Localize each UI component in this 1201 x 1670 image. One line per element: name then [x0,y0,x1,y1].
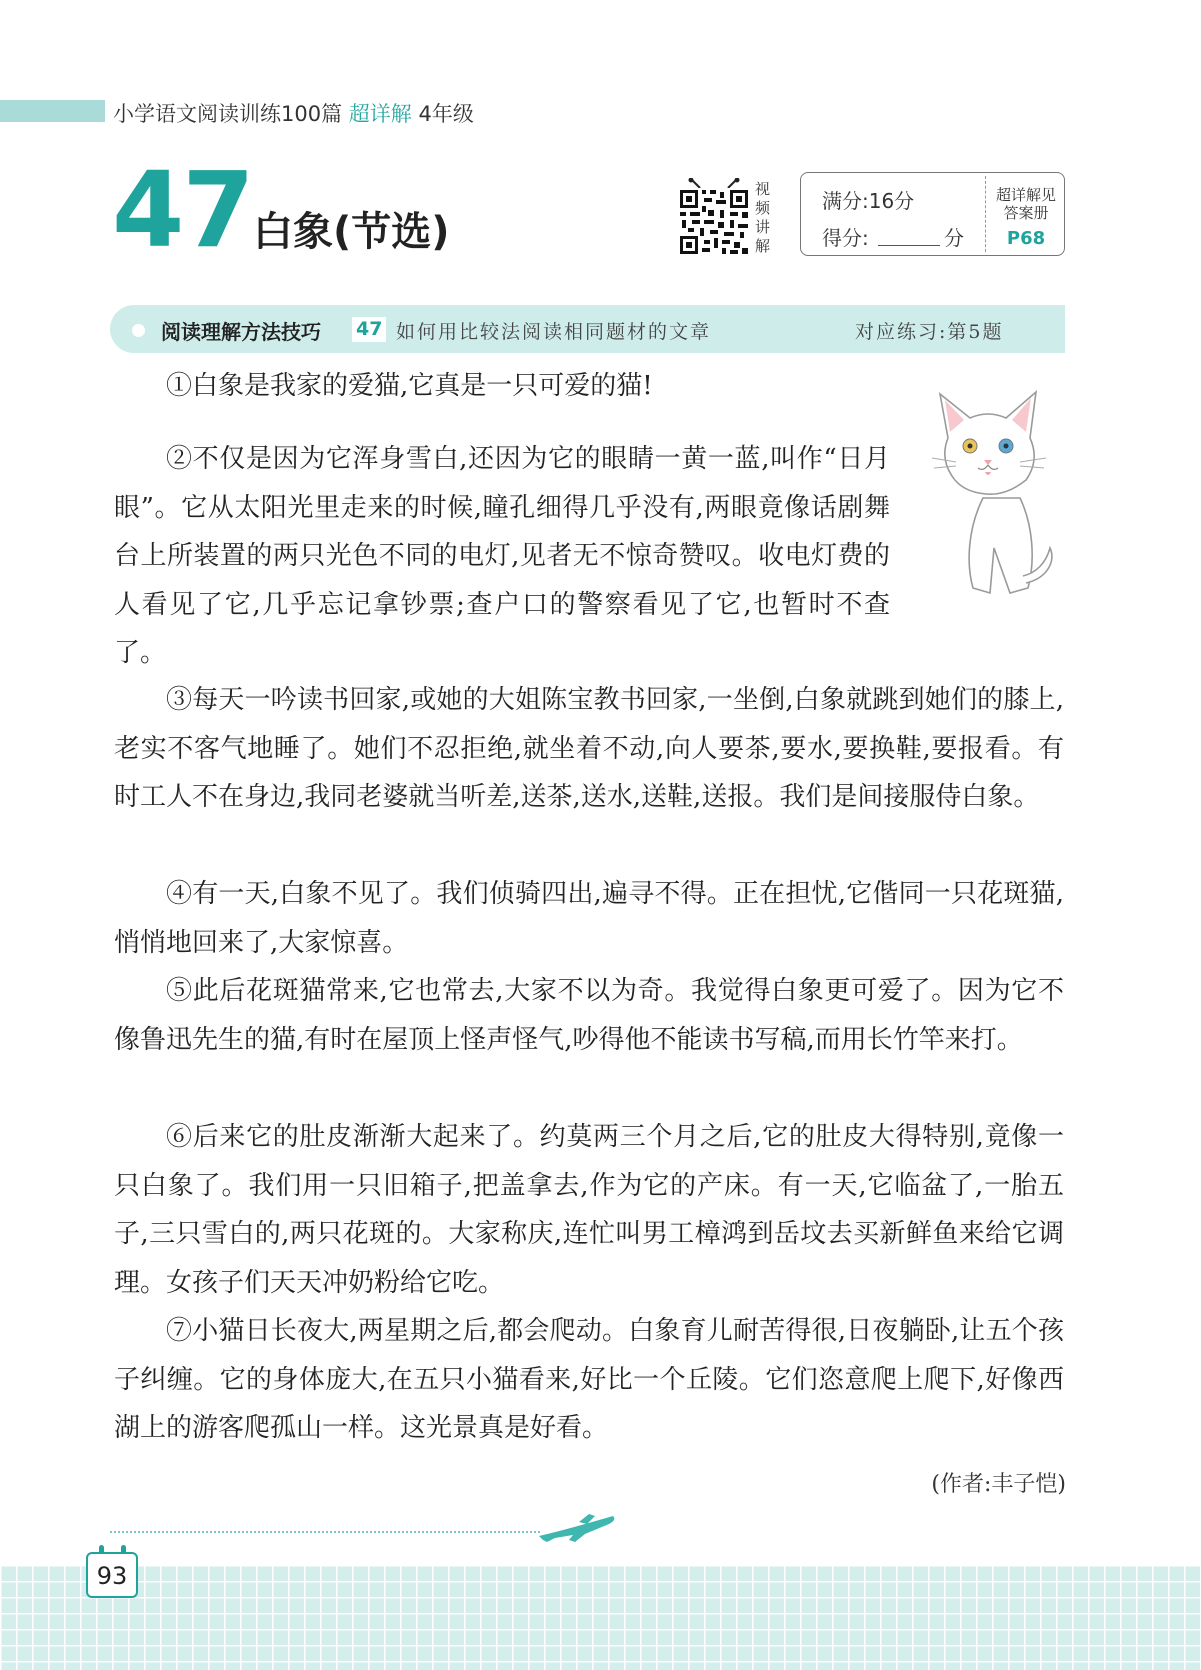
score-blank[interactable] [878,245,940,246]
paragraph-1: ①白象是我家的爱猫,它真是一只可爱的猫! [166,371,653,401]
paragraph-2: ②不仅是因为它浑身雪白,还因为它的眼睛一黄一蓝,叫作“日月眼”。它从太阳光里走来的时候,瞳孔细得几乎没有,两眼竟像话剧舞台上所装置的两只光色不同的电灯,见者无不惊奇赞叹。收电灯费的人看见了它,几乎忘记拿钞票;查户口的警察看见了它,也暂时不查了。 [114,444,890,669]
paragraph-7: ⑦小猫日长夜大,两星期之后,都会爬动。白象育儿耐苦得很,日夜躺卧,让五个孩子纠缠。它的身体庞大,在五只小猫看来,好比一个丘陵。它们恣意爬上爬下,好像西湖上的游客爬孤山一样。这光景真是好看。 [114,1316,1064,1444]
author-credit: (作者:丰子恺) [931,1472,1066,1497]
header-color-bar [0,100,105,122]
lesson-title: 白象(节选) [253,209,450,255]
answer-page: P68 [1006,228,1046,249]
bullet-dot-icon [132,324,145,337]
paragraph-5: ⑤此后花斑猫常来,它也常去,大家不以为奇。我觉得白象更可爱了。因为它不像鲁迅先生的猫,有时在屋顶上怪声怪气,吵得他不能读书写稿,而用长竹竿来打。 [114,976,1064,1055]
lesson-number: 47 [112,149,253,271]
book-grade: 4年级 [418,102,474,126]
qr-label: 视频讲解 [755,180,771,255]
method-label: 阅读理解方法技巧 [161,320,321,344]
score-label: 得分: [822,226,869,250]
footer-grid [0,1565,1201,1670]
method-description: 如何用比较法阅读相同题材的文章 [396,321,712,343]
page-number: 93 [96,1562,128,1590]
method-number: 47 [352,317,386,342]
answer-reference: 超详解见答案册 [995,186,1056,222]
method-practice: 对应练习:第5题 [855,321,1004,343]
airplane-icon [535,1508,617,1544]
book-highlight: 超详解 [348,102,412,126]
paragraph-3: ③每天一吟读书回家,或她的大姐陈宝教书回家,一坐倒,白象就跳到她们的膝上,老实不客气地睡了。她们不忍拒绝,就坐着不动,向人要茶,要水,要换鞋,要报看。有时工人不在身边,我同老婆就当听差,送茶,送水,送鞋,送报。我们是间接服侍白象。 [114,685,1064,813]
score-divider [985,176,986,252]
full-score: 满分:16分 [822,189,915,213]
dotted-divider [110,1531,540,1533]
paragraph-4: ④有一天,白象不见了。我们侦骑四出,遍寻不得。正在担忧,它偕同一只花斑猫,悄悄地回来了,大家惊喜。 [114,879,1064,958]
book-title: 小学语文阅读训练100篇 [113,102,343,126]
paragraph-6: ⑥后来它的肚皮渐渐大起来了。约莫两三个月之后,它的肚皮大得特别,竟像一只白象了。我们用一只旧箱子,把盖拿去,作为它的产床。有一天,它临盆了,一胎五子,三只雪白的,两只花斑的。大家称庆,连忙叫男工樟鸿到岳坟去买新鲜鱼来给它调理。女孩子们天天冲奶粉给它吃。 [114,1122,1064,1298]
score-unit: 分 [944,226,964,250]
white-cat-icon [928,388,1063,600]
book-header [113,98,474,128]
qr-code-icon[interactable] [678,178,750,256]
